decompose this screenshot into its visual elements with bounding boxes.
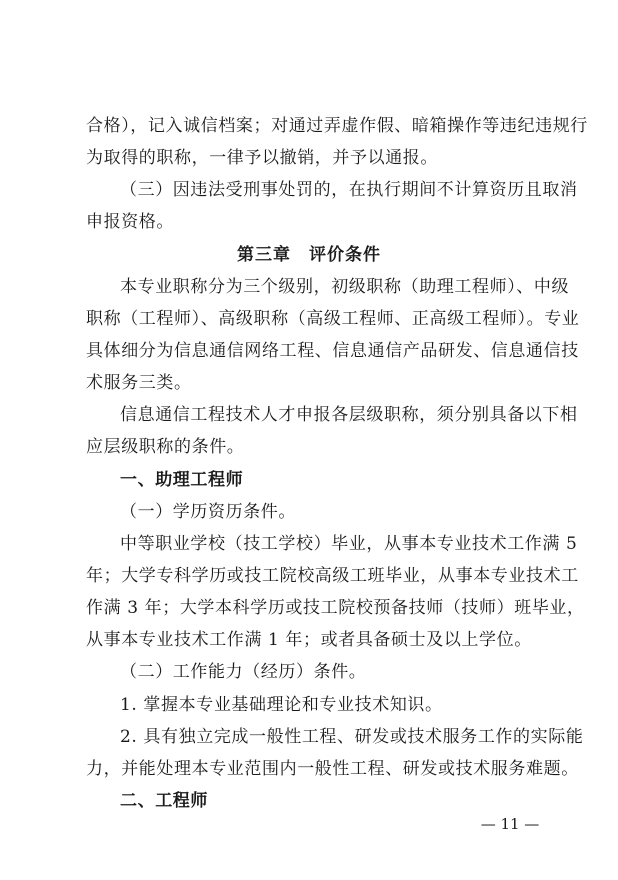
text-line: 1. 掌握本专业基础理论和专业技术知识。 xyxy=(120,695,443,715)
text-line: 职称（工程师）、高级职称（高级工程师、正高级工程师）。专业 xyxy=(86,309,580,329)
text-line: （二）工作能力（经历）条件。 xyxy=(120,662,367,682)
text-line: 中等职业学校（技工学校）毕业，从事本专业技术工作满 5 xyxy=(120,534,578,554)
text-line: 年；大学专科学历或技工院校高级工班毕业，从事本专业技术工 xyxy=(86,566,579,586)
text-line: 术服务三类。 xyxy=(86,373,192,393)
text-line: 具体细分为信息通信网络工程、信息通信产品研发、信息通信技 xyxy=(86,341,579,361)
text-line: 申报资格。 xyxy=(86,212,174,232)
text-line: 2. 具有独立完成一般性工程、研发或技术服务工作的实际能 xyxy=(120,727,584,747)
page-number: — 11 — xyxy=(480,815,540,833)
text-line: （一）学历资历条件。 xyxy=(120,502,296,522)
text-line: 为取得的职称，一律予以撤销，并予以通报。 xyxy=(86,148,438,168)
chapter-title xyxy=(0,244,618,266)
text-line: 本专业职称分为三个级别，初级职称（助理工程师）、中级 xyxy=(120,277,570,297)
chapter-name: 评价条件 xyxy=(309,245,381,265)
text-line: 作满 3 年；大学本科学历或技工院校预备技师（技师）班毕业， xyxy=(86,598,585,618)
text-line: 合格），记入诚信档案；对通过弄虚作假、暗箱操作等违纪违规行 xyxy=(86,116,588,136)
text-line: 力，并能处理本专业范围内一般性工程、研发或技术服务难题。 xyxy=(86,759,579,779)
text-line: 从事本专业技术工作满 1 年；或者具备硕士及以上学位。 xyxy=(86,630,532,650)
text-line: 信息通信工程技术人才申报各层级职称，须分别具备以下相 xyxy=(120,405,578,425)
section-heading: 一、助理工程师 xyxy=(120,470,244,490)
text-line: （三）因违法受刑事处罚的，在执行期间不计算资历且取消 xyxy=(120,180,578,200)
chapter-number: 第三章 xyxy=(237,245,291,265)
text-line: 应层级职称的条件。 xyxy=(86,437,245,457)
section-heading: 二、工程师 xyxy=(120,791,208,811)
